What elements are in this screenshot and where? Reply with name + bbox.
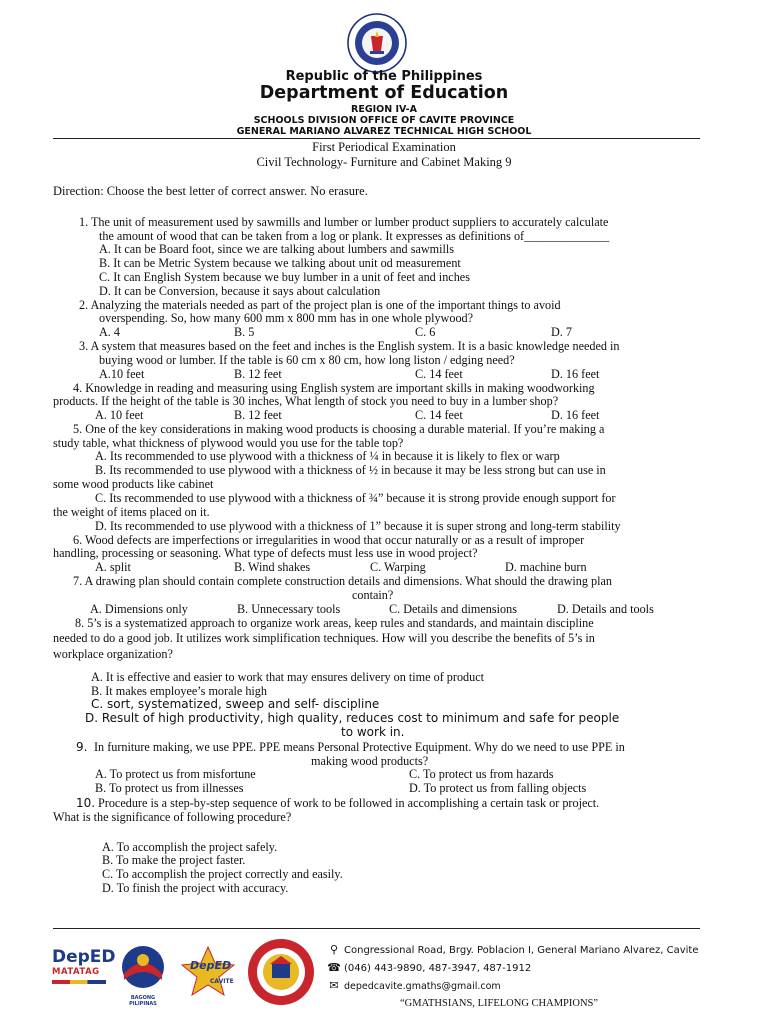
envelope-icon: ✉ bbox=[329, 979, 339, 992]
question-line: 5. One of the key considerations in making wood products is choosing a durable material. If you’re making a bbox=[73, 422, 605, 436]
question-number: 9. bbox=[76, 740, 88, 754]
question-line: 3. A system that measures based on the feet and inches is the English system. It is a basic knowledge needed in bbox=[79, 339, 620, 353]
question-line: handling, processing or seasoning. What type of defects must less use in wood project? bbox=[53, 546, 478, 560]
question-line: 2. Analyzing the materials needed as part of the project plan is one of the important things to avoid bbox=[79, 298, 561, 312]
exam-title: First Periodical Examination bbox=[312, 140, 456, 154]
answer-option: C. sort, systematized, sweep and self- discipline bbox=[91, 697, 380, 711]
question-line: Procedure is a step-by-step sequence of work to be followed in accomplishing a certain task or project. bbox=[98, 796, 600, 810]
answer-option: C. Details and dimensions bbox=[389, 602, 517, 616]
question-number: 10. bbox=[76, 796, 96, 810]
answer-option: D. It can be Conversion, because it says about calculation bbox=[99, 284, 381, 298]
answer-option: D. 16 feet bbox=[551, 367, 600, 381]
answer-option: C. Its recommended to use plywood with a thickness of ¾” because it is strong provide enough support for bbox=[95, 491, 616, 505]
answer-option: the weight of items placed on it. bbox=[53, 505, 210, 519]
answer-option: A. 4 bbox=[99, 325, 120, 339]
answer-option: C. Warping bbox=[370, 560, 426, 574]
deped-matatag-logo: DepED MATATAG bbox=[52, 941, 110, 997]
answer-option: C. To protect us from hazards bbox=[409, 767, 554, 781]
question-line: 8. 5’s is a systematized approach to organize work areas, keep rules and standards, and maintain discipline bbox=[75, 616, 594, 630]
answer-option: D. 16 feet bbox=[551, 408, 600, 422]
footer-email: ✉ depedcavite.gmaths@gmail.com bbox=[327, 979, 501, 992]
answer-option: B. To make the project faster. bbox=[102, 853, 246, 867]
answer-option: B. 12 feet bbox=[234, 367, 282, 381]
phone-icon: ☎ bbox=[327, 961, 341, 974]
answer-option: A. split bbox=[95, 560, 131, 574]
answer-option: B. Unnecessary tools bbox=[237, 602, 341, 616]
question-line: overspending. So, how many 600 mm x 800 mm has in one whole plywood? bbox=[99, 311, 474, 325]
question-line: making wood products? bbox=[311, 754, 429, 768]
question-line: 4. Knowledge in reading and measuring using English system are important skills in making woodworking bbox=[73, 381, 595, 395]
answer-option: A. Its recommended to use plywood with a thickness of ¼ in because it is likely to flex or warp bbox=[95, 449, 560, 463]
answer-option: A. Dimensions only bbox=[90, 602, 188, 616]
answer-option: A. It can be Board foot, since we are talking about lumbers and sawmills bbox=[99, 242, 455, 256]
deped-cavite-logo: DepED CAVITE bbox=[172, 945, 244, 997]
answer-option: D. To protect us from falling objects bbox=[409, 781, 587, 795]
answer-option: C. 6 bbox=[415, 325, 436, 339]
answer-option: B. To protect us from illnesses bbox=[95, 781, 244, 795]
question-line: In furniture making, we use PPE. PPE means Personal Protective Equipment. Why do we need to use PPE in bbox=[94, 740, 625, 754]
republic-heading: Republic of the Philippines bbox=[285, 69, 483, 84]
footer-divider bbox=[53, 928, 700, 929]
question-line: buying wood or lumber. If the table is 60 cm x 80 cm, how long liston / edging need? bbox=[99, 353, 515, 367]
answer-option: A. 10 feet bbox=[95, 408, 144, 422]
question-line: 6. Wood defects are imperfections or irregularities in wood that occur naturally or as a result of improper bbox=[73, 533, 585, 547]
answer-option: D. 7 bbox=[551, 325, 572, 339]
question-line: needed to do a good job. It utilizes work simplification techniques. How will you describe the benefits of 5’s in bbox=[53, 631, 595, 645]
answer-option: A. To protect us from misfortune bbox=[95, 767, 256, 781]
answer-option: A. To accomplish the project safely. bbox=[102, 840, 278, 854]
exam-subject: Civil Technology- Furniture and Cabinet Making 9 bbox=[256, 155, 512, 169]
question-line: What is the significance of following procedure? bbox=[53, 810, 292, 824]
answer-option: C. 14 feet bbox=[415, 367, 463, 381]
school-heading: GENERAL MARIANO ALVAREZ TECHNICAL HIGH SCHOOL bbox=[236, 126, 532, 137]
question-line: workplace organization? bbox=[53, 647, 173, 661]
question-line: the amount of wood that can be taken from a log or plank. It expresses as definitions of______________ bbox=[99, 229, 610, 243]
answer-option: A. It is effective and easier to work that may ensures delivery on time of product bbox=[91, 670, 485, 684]
answer-option: B. 12 feet bbox=[234, 408, 282, 422]
answer-option: A.10 feet bbox=[99, 367, 145, 381]
gmaths-school-seal bbox=[246, 937, 316, 1007]
answer-option: some wood products like cabinet bbox=[53, 477, 214, 491]
question-line: 7. A drawing plan should contain complete construction details and dimensions. What should the drawing plan bbox=[73, 574, 612, 588]
answer-option: B. 5 bbox=[234, 325, 255, 339]
question-line: contain? bbox=[352, 588, 394, 602]
location-pin-icon: ⚲ bbox=[329, 943, 339, 956]
bagong-pilipinas-logo: BAGONG PILIPINAS bbox=[118, 944, 168, 1000]
answer-option: D. Its recommended to use plywood with a thickness of 1” because it is super strong and long-term stability bbox=[95, 519, 621, 533]
question-line: products. If the height of the table is 30 inches, What length of stock you need to buy in a lumber shop? bbox=[53, 394, 559, 408]
answer-option: D. Details and tools bbox=[557, 602, 654, 616]
answer-option: B. It can be Metric System because we talking about unit od measurement bbox=[99, 256, 461, 270]
answer-option: B. Its recommended to use plywood with a thickness of ½ in because it may be less strong but can use in bbox=[95, 463, 606, 477]
answer-option: B. Wind shakes bbox=[234, 560, 311, 574]
answer-option: D. To finish the project with accuracy. bbox=[102, 881, 289, 895]
answer-option: B. It makes employee’s morale high bbox=[91, 684, 267, 698]
school-motto: “GMATHSIANS, LIFELONG CHAMPIONS” bbox=[400, 998, 599, 1009]
answer-option: D. Result of high productivity, high quality, reduces cost to minimum and safe for people bbox=[85, 711, 620, 725]
question-line: 1. The unit of measurement used by sawmills and lumber or lumber product suppliers to accurately calculate bbox=[79, 215, 609, 229]
deped-seal-logo bbox=[341, 13, 413, 73]
department-heading: Department of Education bbox=[259, 83, 509, 103]
question-line: study table, what thickness of plywood would you use for the table top? bbox=[53, 436, 404, 450]
answer-option: C. 14 feet bbox=[415, 408, 463, 422]
division-heading: SCHOOLS DIVISION OFFICE OF CAVITE PROVINCE bbox=[253, 115, 515, 126]
footer-address: ⚲ Congressional Road, Brgy. Poblacion I, General Mariano Alvarez, Cavite bbox=[327, 943, 698, 956]
region-heading: REGION IV-A bbox=[351, 104, 417, 115]
answer-option: to work in. bbox=[341, 725, 405, 739]
exam-direction: Direction: Choose the best letter of correct answer. No erasure. bbox=[53, 184, 368, 198]
footer-phone: ☎ (046) 443-9890, 487-3947, 487-1912 bbox=[327, 961, 532, 974]
header-divider bbox=[53, 138, 700, 139]
answer-option: D. machine burn bbox=[505, 560, 587, 574]
answer-option: C. It can English System because we buy lumber in a unit of feet and inches bbox=[99, 270, 470, 284]
answer-option: C. To accomplish the project correctly and easily. bbox=[102, 867, 343, 881]
